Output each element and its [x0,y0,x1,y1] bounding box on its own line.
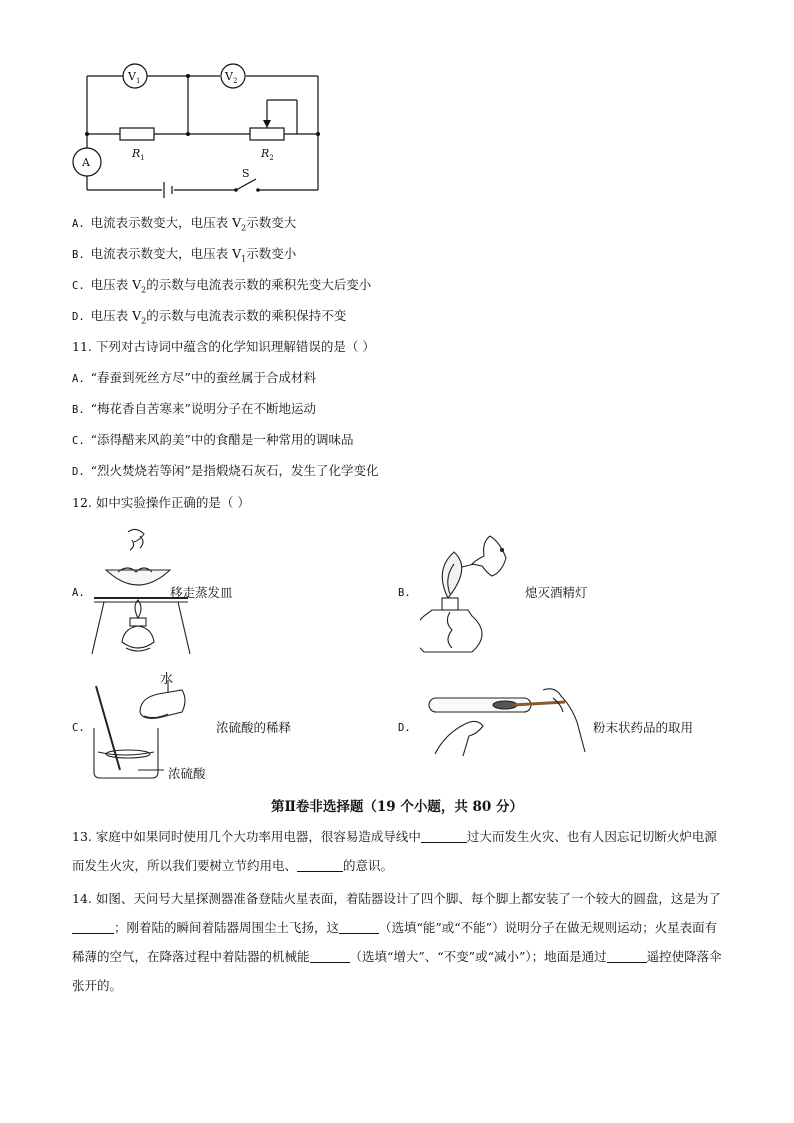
v1-label: $V_1$ [128,70,141,85]
q10-option-d: D. 电压表 $V_2$的示数与电流表示数的乘积保持不变 [72,308,347,326]
v2-label: $V_2$ [225,70,238,85]
q12-stem: 12. 如中实验操作正确的是（ ） [72,495,250,510]
q11-option-c: C. “添得醋来风韵美”中的食醋是一种常用的调味品 [72,432,354,447]
powder-reagent-illustration [415,684,595,764]
q13-blank-2[interactable] [297,857,343,872]
q12-a-letter: A. [72,587,85,599]
r2-label: $R_2$ [261,147,274,162]
q12-c-letter: C. [72,722,85,734]
q11-option-d: D. “烈火焚烧若等闲”是指煅烧石灰石，发生了化学变化 [72,463,379,478]
q11-option-a: A. “春蚕到死丝方尽”中的蚕丝属于合成材料 [72,370,316,385]
switch-label: S [242,167,250,180]
q14-blank-2[interactable] [339,919,379,934]
q12-b-letter: B. [398,587,411,599]
q13-text: 13. 家庭中如果同时使用几个大功率用电器，很容易造成导线中 过大而发生火灾、也有人因忘记切断火炉电源而发生火灾，所以我们要树立节约用电、 的意识。 [72,829,717,873]
section-title: 第Ⅱ卷非选择题（19 个小题，共 80 分） [270,799,524,815]
q12-c-acid-label: 浓硫酸 [168,766,206,781]
q12-b-caption: 熄灭酒精灯 [525,585,588,600]
q14-text: 14. 如图、天问号大星探测器准备登陆火星表面，着陆器设计了四个脚、每个脚上都安装了一个较大的圆盘，这是为了；刚着陆的瞬间着陆器周围尘土飞扬，这 （选填“能”或“不能”）说明分子在做无规则运动；火星表面有稀薄的空气，在降落过程中着陆器的机械能 （选填“增大”、“不变”或“减小”）；地面是通过 遥控使降落伞张开的。 [72,891,722,993]
q12-a-caption: 移走蒸发皿 [170,585,233,600]
circuit-diagram [70,58,330,198]
q12-d-caption: 粉末状药品的取用 [593,720,694,735]
q13-blank-1[interactable] [421,828,467,843]
ammeter-label: A [82,156,90,169]
q14-blank-1[interactable] [72,919,114,934]
q12-c-caption: 浓硫酸的稀释 [216,720,292,735]
q10-option-a: A. 电流表示数变大，电压表 $V_2$示数变大 [72,215,297,233]
q11-option-b: B. “梅花香自苦寒来”说明分子在不断地运动 [72,401,316,416]
alcohol-lamp-illustration [420,528,520,658]
r1-label: $R_1$ [132,147,145,162]
q14-blank-4[interactable] [607,948,647,963]
q12-c-water-label: 水 [160,672,174,687]
q11-stem: 11. 下列对古诗词中蕴含的化学知识理解错误的是（ ） [72,339,375,354]
q10-option-b: B. 电流表示数变大，电压表 $V_1$示数变小 [72,246,297,264]
q14-blank-3[interactable] [310,948,350,963]
q10-option-c: C. 电压表 $V_2$的示数与电流表示数的乘积先变大后变小 [72,277,372,295]
q12-d-letter: D. [398,722,411,734]
